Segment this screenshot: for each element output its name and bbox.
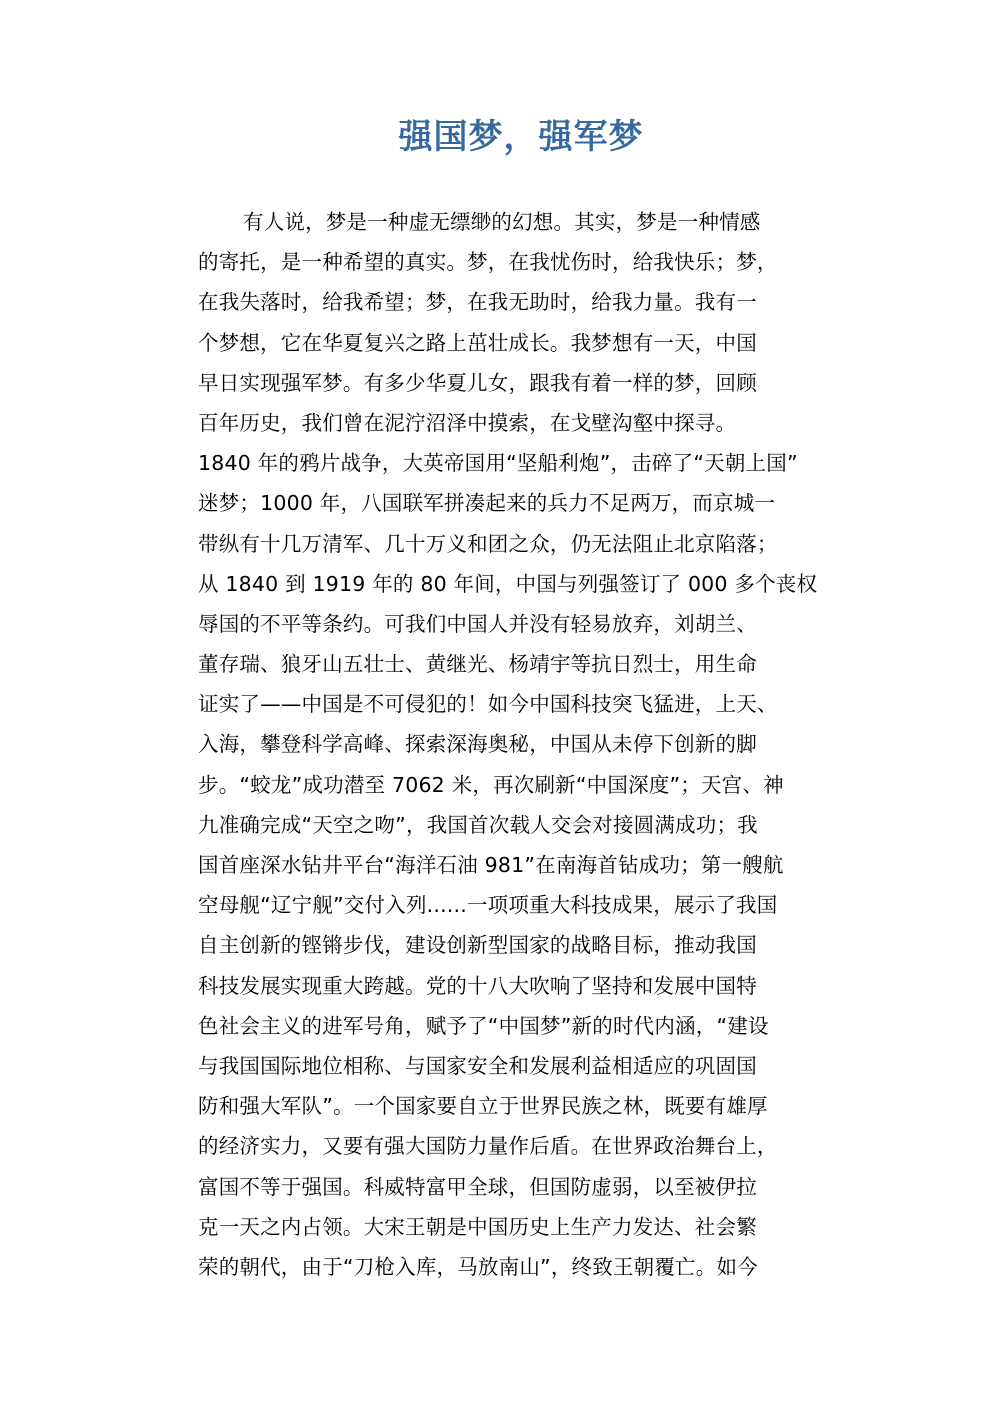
body-line: 入海，攀登科学高峰、探索深海奥秘，中国从未停下创新的脚 (198, 732, 757, 757)
document-title: 强国梦，强军梦 (398, 117, 644, 157)
body-line: 与我国国际地位相称、与国家安全和发展利益相适应的巩固国 (198, 1053, 757, 1078)
body-line: 空母舰“辽宁舰”交付入列......一项项重大科技成果，展示了我国 (198, 893, 778, 918)
body-line: 自主创新的铿锵步伐，建设创新型国家的战略目标，推动我国 (198, 933, 757, 958)
document-body (198, 202, 858, 1287)
body-line: 步。“蛟龙”成功潜至 7062 米，再次刷新“中国深度”；天宫、神 (198, 772, 784, 797)
body-line: 董存瑞、狼牙山五壮士、黄继光、杨靖宇等抗日烈士，用生命 (198, 652, 757, 677)
body-line: 百年历史，我们曾在泥泞沼泽中摸索，在戈壁沟壑中探寻。 (198, 410, 737, 435)
body-line: 科技发展实现重大跨越。党的十八大吹响了坚持和发展中国特 (198, 973, 757, 998)
body-line: 从 1840 到 1919 年的 80 年间，中国与列强签订了 000 多个丧权 (198, 571, 818, 596)
body-line: 辱国的不平等条约。可我们中国人并没有轻易放弃，刘胡兰、 (198, 611, 757, 636)
body-line: 克一天之内占领。大宋王朝是中国历史上生产力发达、社会繁 (198, 1214, 757, 1239)
body-line: 个梦想，它在华夏复兴之路上茁壮成长。我梦想有一天，中国 (198, 330, 757, 355)
body-line: 富国不等于强国。科威特富甲全球，但国防虚弱，以至被伊拉 (198, 1174, 757, 1199)
body-line: 证实了——中国是不可侵犯的！如今中国科技突飞猛进，上天、 (198, 692, 778, 717)
body-line: 在我失落时，给我希望；梦，在我无助时，给我力量。我有一 (198, 290, 757, 315)
body-line: 有人说，梦是一种虚无缥缈的幻想。其实，梦是一种情感 (243, 210, 761, 234)
body-line: 早日实现强军梦。有多少华夏儿女，跟我有着一样的梦，回顾 (198, 370, 757, 395)
body-line: 防和强大军队”。一个国家要自立于世界民族之林，既要有雄厚 (198, 1094, 768, 1119)
body-line: 带纵有十几万清军、几十万义和团之众，仍无法阻止北京陷落； (198, 531, 778, 556)
body-line: 迷梦；1000 年，八国联军拼凑起来的兵力不足两万，而京城一 (198, 491, 776, 516)
body-line: 的寄托，是一种希望的真实。梦，在我忧伤时，给我快乐；梦， (198, 250, 778, 275)
body-line: 九准确完成“天空之吻”，我国首次载人交会对接圆满成功；我 (198, 812, 758, 837)
body-line: 国首座深水钻井平台“海洋石油 981”在南海首钻成功；第一艘航 (198, 853, 784, 877)
body-line: 色社会主义的进军号角，赋予了“中国梦”新的时代内涵，“建设 (198, 1013, 769, 1038)
body-line: 的经济实力，又要有强大国防力量作后盾。在世界政治舞台上， (198, 1134, 778, 1159)
body-line: 1840 年的鸦片战争，大英帝国用“坚船利炮”，击碎了“天朝上国” (198, 451, 798, 476)
body-line: 荣的朝代，由于“刀枪入库，马放南山”，终致王朝覆亡。如今 (198, 1254, 758, 1279)
